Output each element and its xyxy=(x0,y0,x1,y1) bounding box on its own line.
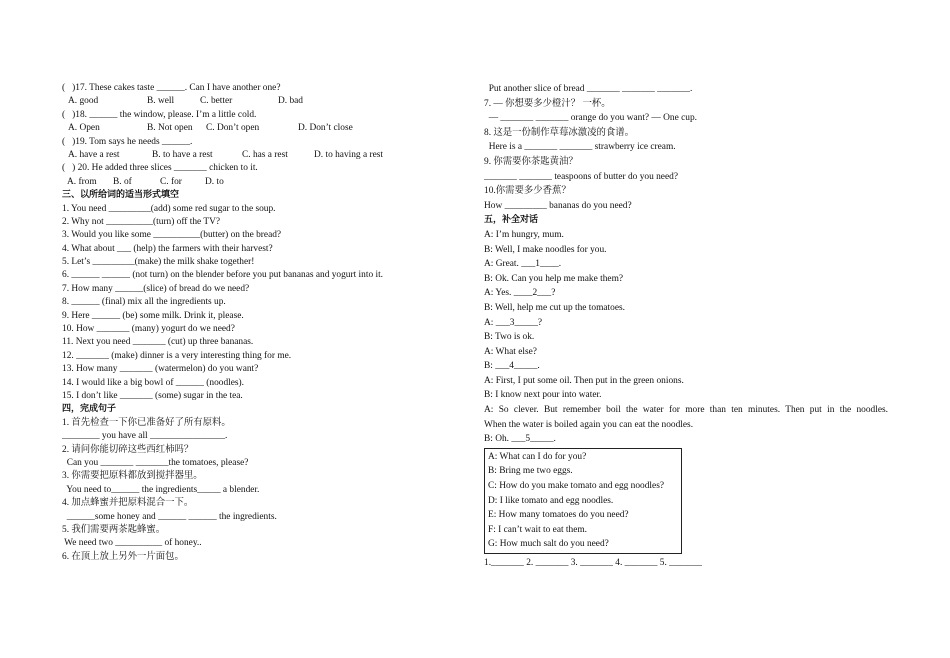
option-item: B: Bring me two eggs. xyxy=(488,466,573,477)
sentence-item: Here is a _______ _______ strawberry ice cream. xyxy=(484,142,676,153)
sentence-item: You need to______ the ingredients_____ a blender. xyxy=(62,484,260,495)
dialogue-line: A: What else? xyxy=(484,346,537,357)
sentence-item: 1. 首先检查一下你已准备好了所有原料。 xyxy=(62,417,231,428)
sentence-item: 3. 你需要把原料都放到搅拌器里。 xyxy=(62,471,203,482)
options-20 xyxy=(62,176,462,189)
section-5-title: 五，补全对话 xyxy=(484,215,539,226)
option-d: D. to xyxy=(205,176,224,187)
sentence-item: 6. 在顶上放上另外一片面包。 xyxy=(62,551,184,562)
sentence-item: Put another slice of bread _______ _______ _______. xyxy=(484,84,693,94)
option-item: C: How do you make tomato and egg noodles? xyxy=(488,481,665,492)
section-3-list xyxy=(62,203,462,404)
option-c: C. for xyxy=(160,176,182,187)
fill-item: 8. ______ (final) mix all the ingredients up. xyxy=(62,297,226,308)
dialogue-line: A: I’m hungry, mum. xyxy=(484,229,564,240)
question-20: ( ) 20. He added three slices _______ chicken to it. xyxy=(62,163,258,174)
fill-item: 15. I don’t like _______ (some) sugar in the tea. xyxy=(62,390,243,401)
sentence-item: 2. 请问你能切碎这些西红柿吗？ xyxy=(62,444,194,455)
option-d: D. bad xyxy=(278,96,303,107)
option-a: A. good xyxy=(68,96,99,107)
sentence-item: ________ you have all ________________. xyxy=(62,431,228,442)
option-item: G: How much salt do you need? xyxy=(488,539,609,550)
question-19: ( )19. Tom says he needs ______. xyxy=(62,136,193,147)
fill-item: 4. What about ___ (help) the farmers with their harvest? xyxy=(62,243,273,254)
option-a: A. have a rest xyxy=(68,149,120,160)
option-d: D. to having a rest xyxy=(314,149,383,160)
option-item: D: I like tomato and egg noodles. xyxy=(488,495,614,506)
option-item: F: I can’t wait to eat them. xyxy=(488,524,588,535)
options-19 xyxy=(62,149,462,162)
dialogue-line: B: Well, I make noodles for you. xyxy=(484,244,607,255)
dialogue-line: B: ___4_____. xyxy=(484,361,540,372)
fill-item: 7. How many ______(slice) of bread do we need? xyxy=(62,283,250,294)
fill-item: 10. How _______ (many) yogurt do we need? xyxy=(62,324,235,335)
option-a: A. Open xyxy=(68,123,100,134)
option-b: B. of xyxy=(113,176,132,187)
fill-item: 3. Would you like some __________(butter) on the bread? xyxy=(62,230,282,241)
dialogue-line-long: A: So clever. But remember boil the water for more than ten minutes. Then put in the noodles. xyxy=(484,405,888,416)
dialogue-line: A: Great. ___1____. xyxy=(484,259,562,270)
fill-item: 14. I would like a big bowl of ______ (noodles). xyxy=(62,377,245,388)
fill-item: 11. Next you need _______ (cut) up three bananas. xyxy=(62,337,254,348)
dialogue-block xyxy=(484,228,894,447)
fill-item: 5. Let’s _________(make) the milk shake together! xyxy=(62,257,255,268)
dialogue-line: A: Yes. ____2___? xyxy=(484,288,556,299)
option-c: C. better xyxy=(200,96,233,107)
options-18 xyxy=(62,122,462,135)
sentence-item: Can you _______ _______the tomatoes, please? xyxy=(62,457,249,468)
option-b: B. well xyxy=(147,96,175,107)
sentence-item: 4. 加点蜂蜜并把原料混合一下。 xyxy=(62,498,194,509)
dialogue-line: B: Well, help me cut up the tomatoes. xyxy=(484,302,625,313)
sentence-item: 5. 我们需要两茶匙蜂蜜。 xyxy=(62,524,166,535)
question-17: ( )17. These cakes taste ______. Can I have another one? xyxy=(62,83,281,93)
options-box xyxy=(484,448,682,554)
fill-item: 9. Here ______ (be) some milk. Drink it, please. xyxy=(62,310,244,321)
fill-item: 6. ______ ______ (not turn) on the blender before you put bananas and yogurt into it. xyxy=(62,270,384,281)
sentence-item: 8. 这是一份制作草莓冰激凌的食谱。 xyxy=(484,127,635,138)
sentence-item: _______ _______ teaspoons of butter do you need? xyxy=(484,171,678,182)
sentence-item: ______some honey and ______ ______ the ingredients. xyxy=(62,511,277,522)
sentence-item: We need two __________ of honey.. xyxy=(62,538,202,549)
dialogue-line: B: Two is ok. xyxy=(484,332,535,343)
sentence-item: 7. — 你想要多少橙汁？ 一杯。 xyxy=(484,98,611,109)
dialogue-line: B: I know next pour into water. xyxy=(484,390,602,401)
option-b: B. to have a rest xyxy=(152,149,213,160)
question-18: ( )18. ______ the window, please. I’m a little cold. xyxy=(62,109,257,120)
dialogue-line: A: ___3_____? xyxy=(484,317,543,328)
option-item: E: How many tomatoes do you need? xyxy=(488,510,629,521)
dialogue-line: B: Ok. Can you help me make them? xyxy=(484,273,624,284)
section-4-list xyxy=(62,417,462,564)
left-column xyxy=(62,82,462,564)
fill-item: 1. You need _________(add) some red sugar to the soup. xyxy=(62,203,276,214)
option-b: B. Not open xyxy=(147,123,193,134)
answers-line: 1._______ 2. _______ 3. _______ 4. _______ 5. _______ xyxy=(484,558,702,568)
sentence-item: — _______ _______ orange do you want? — One cup. xyxy=(484,113,697,124)
right-column xyxy=(484,82,894,571)
option-c: C. Don’t open xyxy=(206,123,260,134)
fill-item: 2. Why not __________(turn) off the TV? xyxy=(62,216,221,227)
sentence-item: How _________ bananas do you need? xyxy=(484,200,632,211)
option-c: C. has a rest xyxy=(242,149,288,160)
section-3-title: 三、以所给词的适当形式填空 xyxy=(62,190,180,201)
dialogue-line: B: Oh. ___5_____. xyxy=(484,434,556,445)
option-d: D. Don’t close xyxy=(298,123,353,134)
fill-item: 13. How many _______ (watermelon) do you want? xyxy=(62,364,259,375)
section-4-title: 四，完成句子 xyxy=(62,404,117,415)
sentence-item: 9. 你需要你茶匙黄油？ xyxy=(484,156,578,167)
sentence-item: 10.你需要多少香蕉？ xyxy=(484,186,571,197)
multiple-choice-block xyxy=(62,82,462,189)
option-item: A: What can I do for you? xyxy=(488,451,587,462)
options-17 xyxy=(62,95,462,108)
dialogue-line-continued: When the water is boiled again you can eat the noodles. xyxy=(484,419,694,430)
fill-item: 12. _______ (make) dinner is a very interesting thing for me. xyxy=(62,350,292,361)
option-a: A. from xyxy=(67,176,97,187)
section-4-continued xyxy=(484,82,894,213)
dialogue-line: A: First, I put some oil. Then put in the green onions. xyxy=(484,375,684,386)
